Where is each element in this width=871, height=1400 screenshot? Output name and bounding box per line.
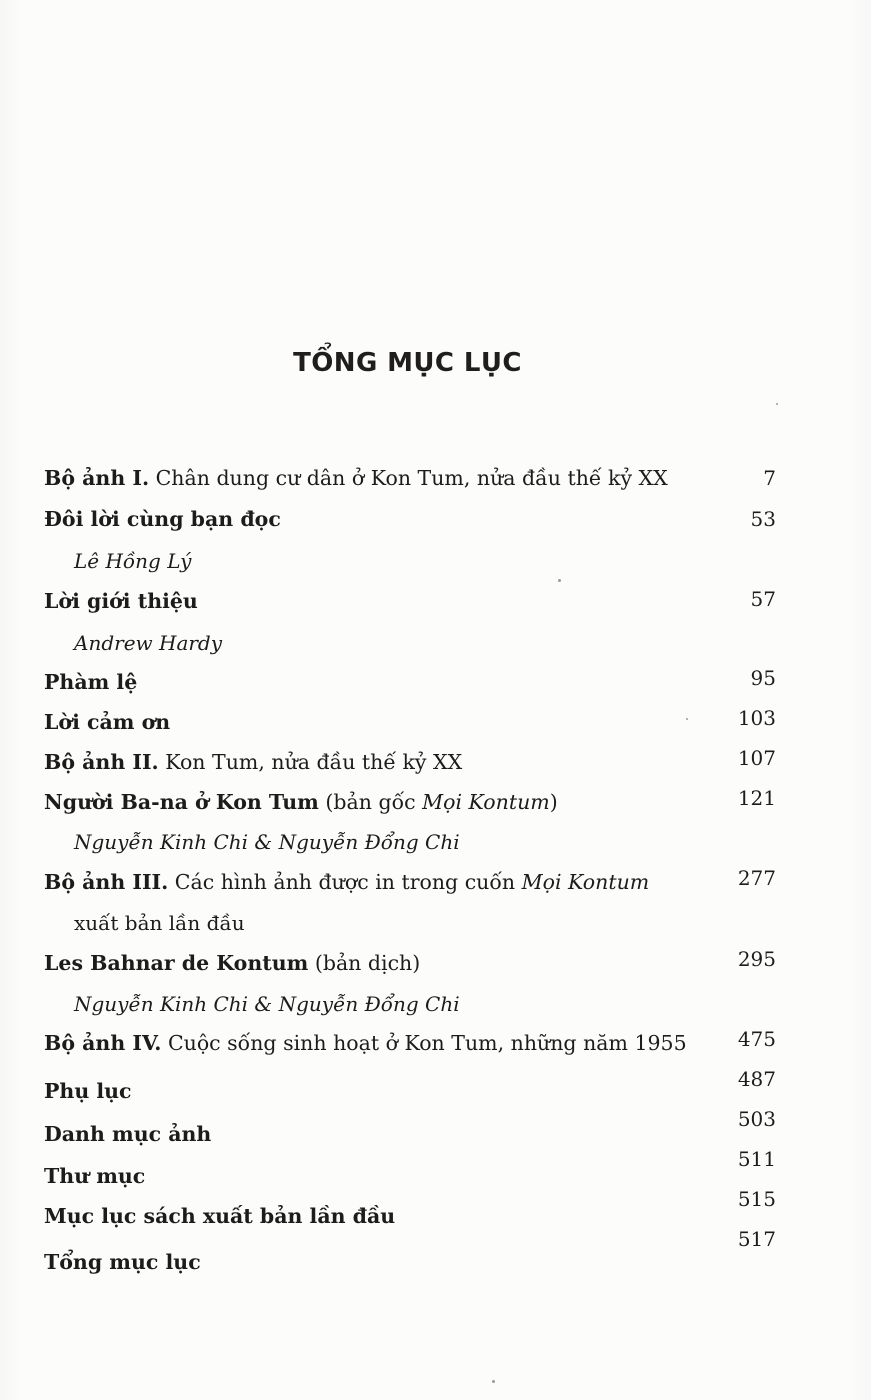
toc-entry-continuation xyxy=(74,907,776,939)
toc-entry-title-part: Bộ ảnh IV. xyxy=(44,1031,162,1055)
toc-page-number: 503 xyxy=(737,1107,776,1131)
page-title: TỔNG MỤC LỤC xyxy=(293,348,522,379)
toc-entry xyxy=(44,585,776,617)
toc-page-number: 95 xyxy=(750,666,776,690)
toc-entry-title xyxy=(44,1204,395,1228)
toc-entry-title-part: ) xyxy=(549,790,558,814)
toc-entry-title xyxy=(44,589,198,613)
toc-entry xyxy=(44,947,776,979)
toc-page-number: 103 xyxy=(737,706,776,730)
toc-entry-title-part: Lời giới thiệu xyxy=(44,589,198,613)
toc-entry-title-part: Người Ba-na ở Kon Tum xyxy=(44,790,319,814)
toc-page-number: 515 xyxy=(737,1187,776,1211)
toc-entry-title-part: Đôi lời cùng bạn đọc xyxy=(44,507,281,531)
toc-entry-title-part: Phàm lệ xyxy=(44,670,138,694)
toc-entry xyxy=(44,666,776,698)
toc-page-number: 57 xyxy=(750,587,776,611)
toc-entry-title xyxy=(44,1122,211,1146)
toc-entry-title-part: Phụ lục xyxy=(44,1079,132,1103)
toc-entry-title-part: Các hình ảnh được in trong cuốn xyxy=(168,870,522,894)
toc-entry xyxy=(44,1227,776,1278)
toc-entry-title xyxy=(44,466,668,490)
toc-entry-title xyxy=(44,710,170,734)
toc-entry xyxy=(44,1067,776,1107)
toc-author xyxy=(74,545,776,577)
toc-page-number: 107 xyxy=(737,746,776,770)
toc-entry-title xyxy=(44,670,137,694)
speck xyxy=(492,1380,495,1383)
toc-entry-title-part: Lời cảm ơn xyxy=(44,710,171,734)
toc-entry xyxy=(44,1027,776,1059)
toc-entry-title xyxy=(44,790,558,814)
toc-author xyxy=(74,627,776,659)
toc-entry xyxy=(44,866,776,898)
toc-entry xyxy=(44,706,776,738)
toc-entry xyxy=(44,786,776,818)
toc-author-name: Andrew Hardy xyxy=(74,631,223,655)
toc-author-name: Nguyễn Kinh Chi & Nguyễn Đổng Chi xyxy=(74,992,460,1016)
speck xyxy=(686,718,688,720)
toc-entry-title xyxy=(44,507,281,531)
toc-entry-title-part: Tổng mục lục xyxy=(44,1250,201,1274)
toc-page-number: 121 xyxy=(737,786,776,810)
toc-entry xyxy=(44,503,776,535)
toc-entry-title-part: Bộ ảnh I. xyxy=(44,466,150,490)
toc-entry-title-part: Mục lục sách xuất bản lần đầu xyxy=(44,1204,396,1228)
toc-entry-title-part: Cuộc sống sinh hoạt ở Kon Tum, những năm 1955 xyxy=(161,1031,687,1055)
toc-entry-title-part: (bản gốc xyxy=(318,790,423,814)
toc-entry-title xyxy=(44,750,462,774)
toc-entry-title-part: Les Bahnar de Kontum xyxy=(44,951,309,975)
toc-author-name: Lê Hồng Lý xyxy=(74,549,192,573)
toc-entry-continuation-text: xuất bản lần đầu xyxy=(74,911,245,935)
toc-entry-title xyxy=(44,870,649,894)
toc-entry-title xyxy=(44,1250,201,1274)
toc-entry-title-part: Mọi Kontum xyxy=(521,870,650,894)
toc-page-number: 7 xyxy=(763,466,776,490)
toc-author-name: Nguyễn Kinh Chi & Nguyễn Đổng Chi xyxy=(74,830,460,854)
toc-entry-title-part: Bộ ảnh III. xyxy=(44,870,169,894)
toc-entry-title-part: (bản dịch) xyxy=(308,951,421,975)
toc-page-number: 511 xyxy=(737,1147,776,1171)
toc-page-number: 295 xyxy=(737,947,776,971)
toc-entry-title xyxy=(44,1079,132,1103)
toc-page-number: 487 xyxy=(737,1067,776,1091)
toc-entry-title-part: Mọi Kontum xyxy=(422,790,550,814)
toc-page-number: 277 xyxy=(737,866,776,890)
toc-entry-title xyxy=(44,1164,145,1188)
toc-page-number: 517 xyxy=(737,1227,776,1251)
speck xyxy=(776,403,778,405)
toc-entry xyxy=(44,1147,776,1192)
toc-entry-title xyxy=(44,1031,687,1055)
toc-author xyxy=(74,826,776,858)
toc-entry xyxy=(44,1107,776,1150)
toc-entry xyxy=(44,1187,776,1232)
toc-entry-title-part: Danh mục ảnh xyxy=(44,1122,212,1146)
toc-page-number: 53 xyxy=(750,507,776,531)
toc-page-number: 475 xyxy=(737,1027,776,1051)
toc-entry-title xyxy=(44,951,420,975)
toc-entry-title-part: Thư mục xyxy=(44,1164,146,1188)
speck xyxy=(558,579,561,582)
toc-entry-title-part: Chân dung cư dân ở Kon Tum, nửa đầu thế kỷ XX xyxy=(149,466,668,490)
toc-entry xyxy=(44,746,776,778)
toc-entry xyxy=(44,462,776,494)
toc-author xyxy=(74,988,776,1020)
toc-entry-title-part: Bộ ảnh II. xyxy=(44,750,159,774)
toc-entry-title-part: Kon Tum, nửa đầu thế kỷ XX xyxy=(158,750,463,774)
